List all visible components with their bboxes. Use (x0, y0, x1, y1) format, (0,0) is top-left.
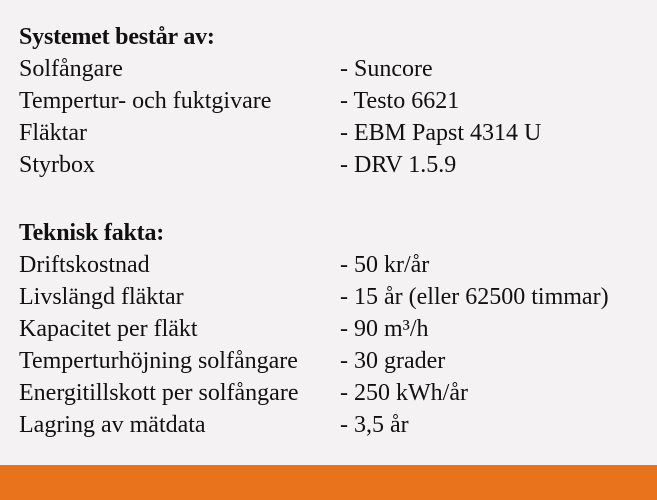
spec-sheet (19, 21, 649, 441)
facts-row-data-storage (19, 409, 649, 441)
system-row-solar-collector (19, 53, 649, 85)
system-label: Styrbox (19, 152, 96, 178)
system-row-temperature-humidity-sensor (19, 85, 649, 117)
accent-footer-bar (0, 465, 657, 500)
facts-value: - 50 kr/år (340, 252, 430, 278)
facts-row-operating-cost (19, 249, 649, 281)
facts-label: Energitillskott per solfångare (19, 380, 299, 406)
facts-value: - 3,5 år (340, 412, 409, 438)
system-row-control-box (19, 149, 649, 181)
facts-row-temperature-increase (19, 345, 649, 377)
facts-label: Lagring av mätdata (19, 412, 206, 438)
section-spacer (19, 181, 649, 217)
facts-value: - 90 m³/h (340, 316, 429, 342)
system-heading: Systemet består av: (19, 24, 215, 50)
system-value: - EBM Papst 4314 U (340, 120, 542, 146)
facts-row-fan-lifetime (19, 281, 649, 313)
facts-value: - 250 kWh/år (340, 380, 468, 406)
facts-row-energy-contribution (19, 377, 649, 409)
system-label: Solfångare (19, 56, 123, 82)
system-value: - Testo 6621 (340, 88, 460, 114)
system-label: Tempertur- och fuktgivare (19, 88, 272, 114)
facts-label: Temperturhöjning solfångare (19, 348, 298, 374)
facts-label: Livslängd fläktar (19, 284, 184, 310)
system-value: - DRV 1.5.9 (340, 152, 457, 178)
facts-row-capacity-per-fan (19, 313, 649, 345)
system-value: - Suncore (340, 56, 433, 82)
facts-label: Kapacitet per fläkt (19, 316, 198, 342)
facts-value: - 30 grader (340, 348, 446, 374)
facts-value: - 15 år (eller 62500 timmar) (340, 284, 609, 310)
system-label: Fläktar (19, 120, 87, 146)
facts-label: Driftskostnad (19, 252, 150, 278)
system-row-fans (19, 117, 649, 149)
facts-heading: Teknisk fakta: (19, 220, 165, 246)
